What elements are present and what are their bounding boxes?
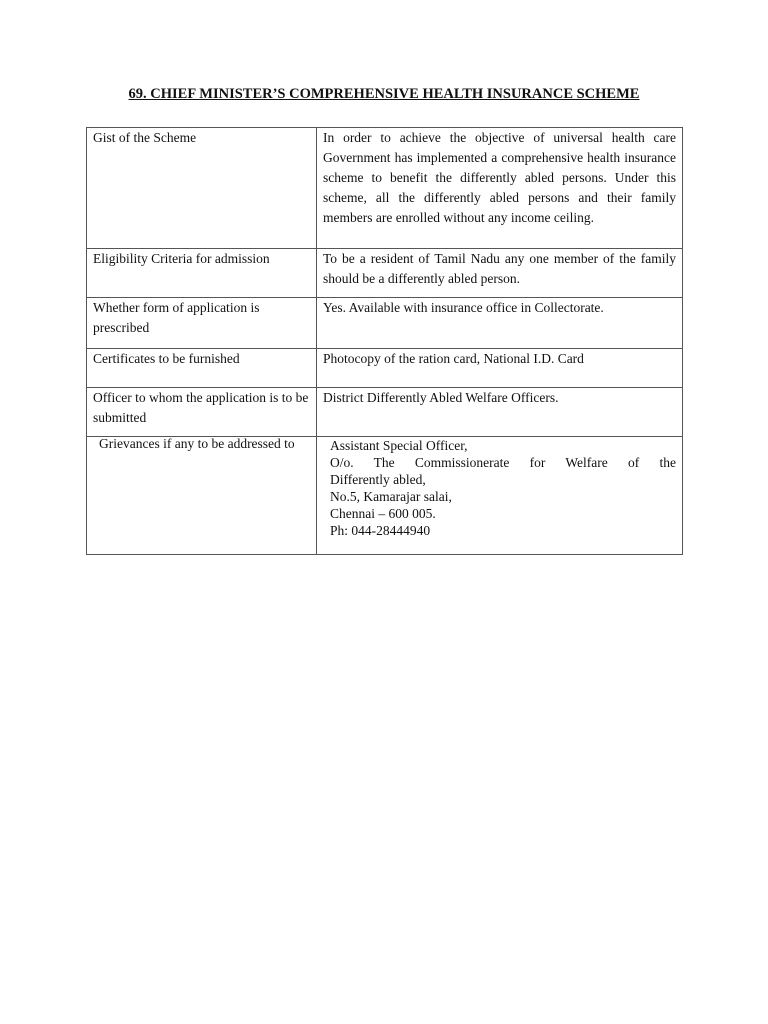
address-line: Assistant Special Officer,	[330, 438, 468, 453]
row-value: Yes. Available with insurance office in Collectorate.	[317, 298, 683, 349]
row-label: Grievances if any to be addressed to	[87, 437, 317, 555]
row-value: To be a resident of Tamil Nadu any one member of the family should be a differently abled person.	[317, 249, 683, 298]
row-label: Eligibility Criteria for admission	[87, 249, 317, 298]
table-row	[87, 298, 683, 349]
address-line: Ph: 044-28444940	[330, 523, 431, 538]
row-label: Officer to whom the application is to be submitted	[87, 388, 317, 437]
row-label: Gist of the Scheme	[87, 128, 317, 249]
table-row	[87, 349, 683, 388]
page-title: 69. CHIEF MINISTER’S COMPREHENSIVE HEALTH INSURANCE SCHEME	[128, 86, 640, 102]
table-row	[87, 128, 683, 249]
address-line: O/o. The Commissionerate for Welfare of the	[330, 455, 676, 470]
row-value: District Differently Abled Welfare Officers.	[317, 388, 683, 437]
row-label: Certificates to be furnished	[87, 349, 317, 388]
table-row	[87, 388, 683, 437]
scheme-details-table	[86, 127, 683, 555]
address-line: Chennai – 600 005.	[330, 506, 436, 521]
table-row	[87, 437, 683, 555]
address-line: Differently abled,	[330, 472, 426, 487]
table-row	[87, 249, 683, 298]
row-value: Photocopy of the ration card, National I.D. Card	[317, 349, 683, 388]
address-line: No.5, Kamarajar salai,	[330, 489, 452, 504]
grievance-address	[317, 437, 683, 555]
row-label: Whether form of application is prescribed	[87, 298, 317, 349]
row-value: In order to achieve the objective of universal health care Government has implemented a comprehensive health insurance scheme to benefit the differently abled persons. Under this scheme, all the differently abled persons and their family members are enrolled without any income ceiling.	[317, 128, 683, 249]
